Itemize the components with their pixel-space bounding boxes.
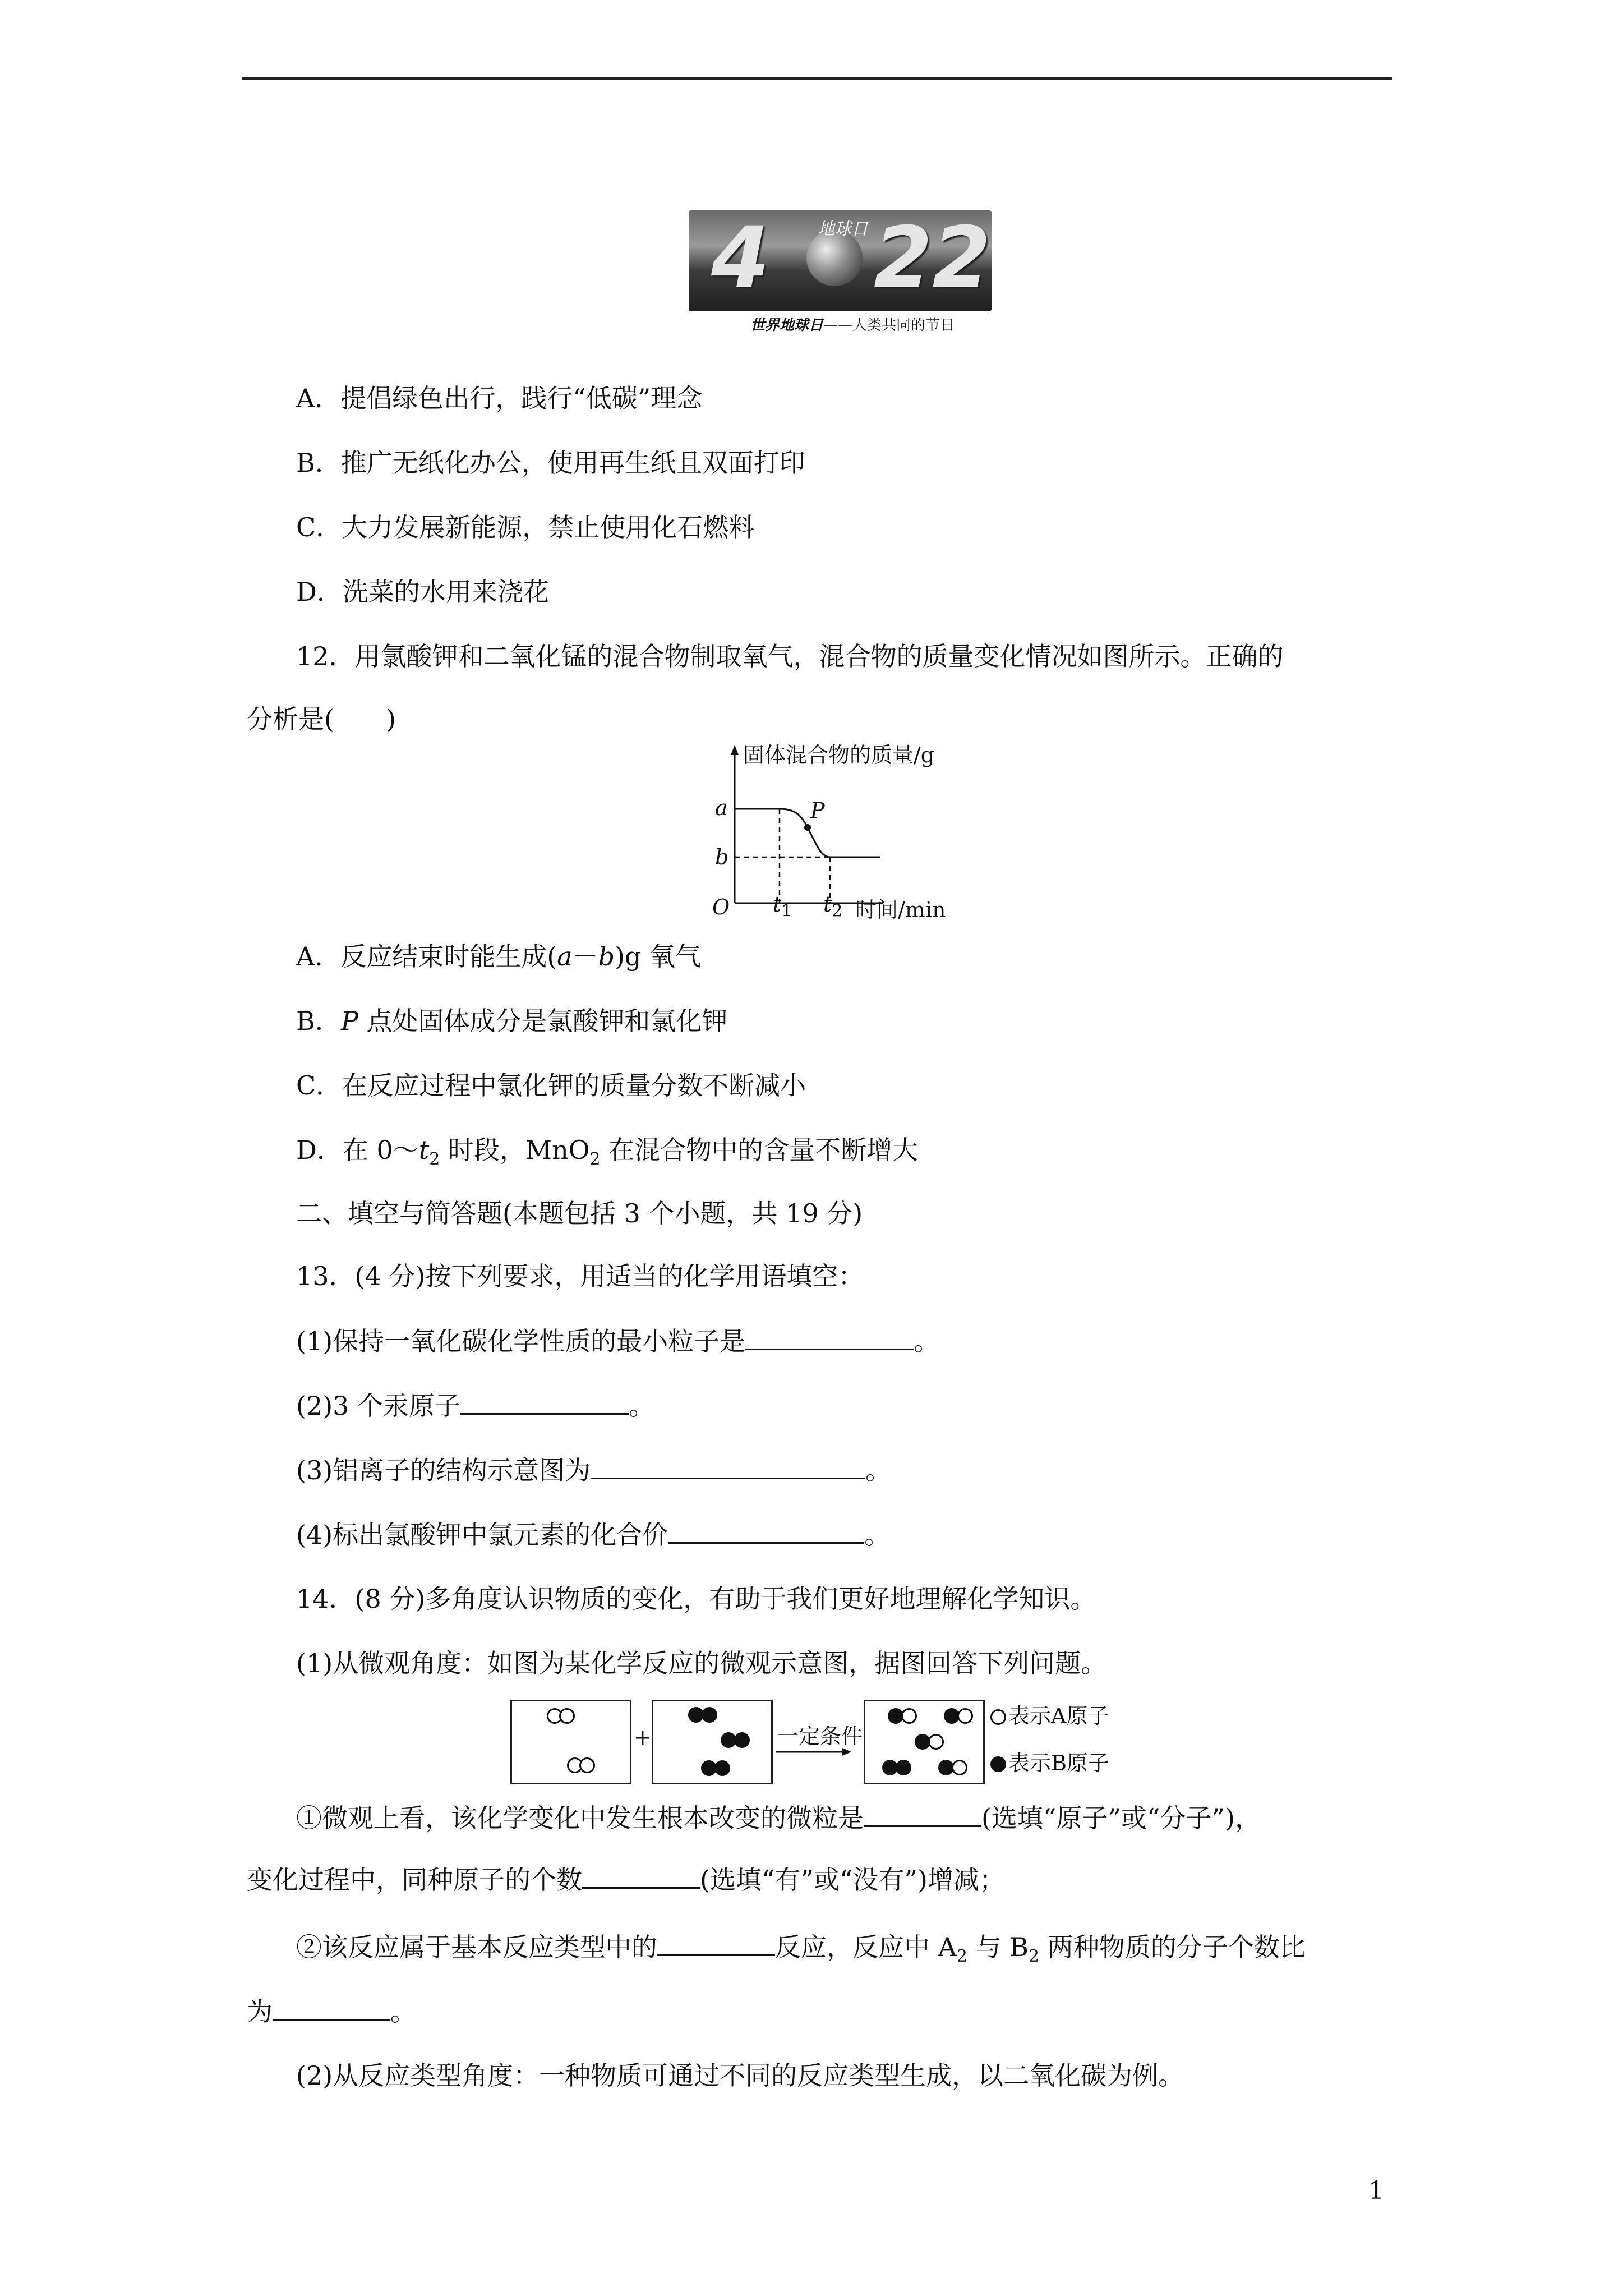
b-atom (714, 1760, 730, 1776)
earth-day-small-title: 地球日 (818, 219, 868, 239)
q12-stem-line2: 分析是( ) (247, 704, 396, 734)
b-atom (734, 1732, 750, 1748)
q12-option-d: D．在 $0\sim t_2$ 时段，MnO$_2$ 在混合物中的含量不断增大 (296, 1135, 919, 1170)
answer-blank[interactable] (273, 1994, 390, 2021)
q14-sub1-line2: 变化过程中，同种原子的个数 (选填“有”或“没有”)增减； (247, 1862, 1005, 1897)
graph-ylabel: 固体混合物的质量/g (743, 743, 935, 767)
answer-blank[interactable] (745, 1324, 914, 1350)
a-atom (901, 1708, 917, 1724)
q14-sub2-line1: ②该反应属于基本反应类型中的 反应，反应中 $A_2$ 与 $B_2$ 两种物质的分子个数比 (296, 1930, 1306, 1973)
a-atom (957, 1708, 973, 1724)
section-2-heading: 二、填空与简答题(本题包括 3 个小题，共 19 分) (296, 1198, 863, 1228)
q13-item-3: (3)铝离子的结构示意图为 。 (296, 1453, 891, 1487)
q14-part1: (1)从微观角度：如图为某化学反应的微观示意图，据图回答下列问题。 (296, 1648, 1107, 1678)
b-atom (896, 1760, 911, 1775)
legend-b-atom (990, 1756, 1006, 1772)
q13-item-4: (4)标出氯酸钾中氯元素的化合价 。 (296, 1517, 890, 1552)
a-atom (928, 1734, 944, 1750)
q14-part2: (2)从反应类型角度：一种物质可通过不同的反应类型生成，以二氧化碳为例。 (296, 2060, 1184, 2091)
graph-origin: O (712, 895, 730, 919)
q12-option-c: C．在反应过程中氯化钾的质量分数不断减小 (296, 1070, 806, 1101)
a-atom (579, 1757, 595, 1773)
answer-blank[interactable] (460, 1388, 629, 1415)
a-atom (952, 1760, 967, 1775)
caption-bold: 世界地球日 (750, 317, 824, 334)
earth-day-image (689, 210, 992, 333)
graph-b-label: b (715, 845, 729, 869)
q11-option-b: B．推广无纸化办公，使用再生纸且双面打印 (296, 448, 805, 478)
reaction-micro-diagram (505, 1697, 1206, 1789)
a-atom (559, 1708, 575, 1724)
answer-blank[interactable] (668, 1517, 864, 1544)
q13-item-1: (1)保持一氧化碳化学性质的最小粒子是 。 (296, 1324, 939, 1358)
earth-day-caption (750, 314, 955, 334)
answer-blank[interactable] (582, 1862, 700, 1889)
q11-option-a: A．提倡绿色出行，践行“低碳”理念 (296, 383, 703, 413)
legend-a-label: 表示A原子 (1008, 1704, 1109, 1728)
q14-stem: 14．(8 分)多角度认识物质的变化，有助于我们更好地理解化学知识。 (296, 1584, 1096, 1614)
mass-time-graph (695, 740, 976, 926)
reaction-condition: 一定条件 (777, 1724, 863, 1749)
legend-b-label: 表示B原子 (1008, 1751, 1109, 1775)
graph-xlabel: 时间/min (855, 898, 946, 922)
graph-t2: $t_2$ (823, 892, 843, 921)
q11-option-d: D．洗菜的水用来浇花 (296, 577, 549, 607)
b-atom (702, 1707, 717, 1723)
graph-t1: $t_1$ (773, 892, 792, 921)
page-number: 1 (1368, 2177, 1384, 2205)
q14-sub2-line2: 为 。 (247, 1994, 416, 2028)
caption-rest: ——人类共同的节日 (823, 317, 955, 334)
earth-day-banner (689, 210, 992, 311)
q13-item-2: (2)3 个汞原子 。 (296, 1388, 654, 1423)
q13-stem: 13．(4 分)按下列要求，用适当的化学用语填空： (296, 1261, 864, 1291)
q12-option-b: B．P 点处固体成分是氯酸钾和氯化钾 (296, 1006, 728, 1036)
answer-blank[interactable] (864, 1801, 981, 1827)
legend-a-atom (990, 1709, 1006, 1725)
y-axis-arrow (731, 745, 739, 755)
graph-a-label: a (715, 795, 728, 820)
reactant-b2-box (652, 1700, 773, 1784)
q14-sub1-line1: ①微观上看，该化学变化中发生根本改变的微粒是 (选填“原子”或“分子”)， (296, 1801, 1261, 1835)
reactant-a2-box (510, 1700, 631, 1784)
graph-p-label: P (810, 798, 825, 823)
product-box (864, 1700, 985, 1784)
q12-stem-line1: 12．用氯酸钾和二氧化锰的混合物制取氧气，混合物的质量变化情况如图所示。正确的 (296, 641, 1284, 671)
answer-blank[interactable] (657, 1930, 775, 1956)
plus-sign: + (634, 1725, 652, 1750)
q12-option-a: A．反应结束时能生成(a－b)g 氧气 (296, 941, 702, 972)
point-p (804, 824, 811, 831)
earth-day-four: 4 (711, 210, 770, 307)
reaction-arrow (775, 1746, 854, 1757)
mass-curve (735, 809, 880, 857)
answer-blank[interactable] (591, 1453, 865, 1479)
q11-option-c: C．大力发展新能源，禁止使用化石燃料 (296, 512, 755, 542)
earth-day-twentytwo: 22 (874, 210, 991, 307)
header-rule (242, 77, 1392, 80)
